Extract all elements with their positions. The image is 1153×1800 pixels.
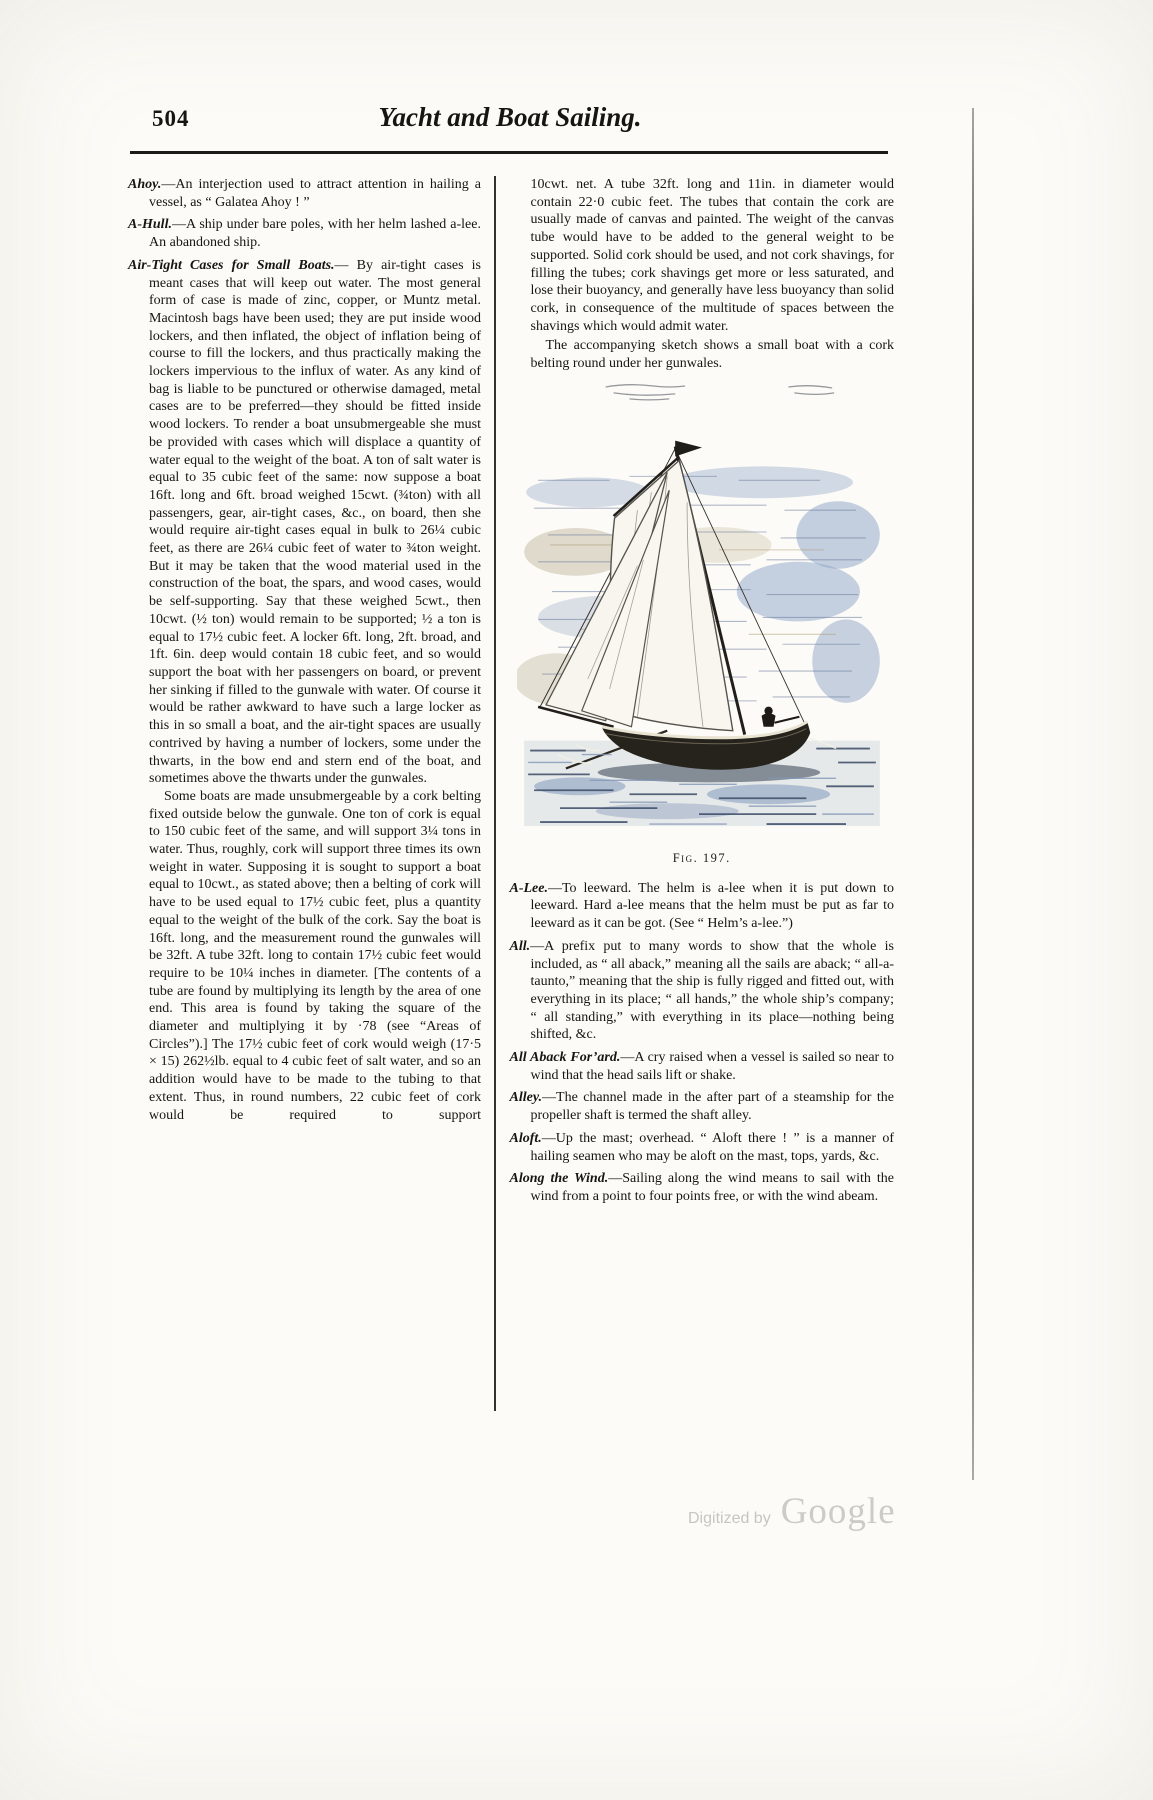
entry-text: —Up the mast; overhead. “ Aloft there ! ” is a manner of hailing seamen who may be aloft on the mast, tops, yards, &c. <box>530 1130 894 1164</box>
page-number: 504 <box>152 106 190 131</box>
entry-term: All. <box>509 938 531 954</box>
google-watermark <box>688 1490 896 1533</box>
glossary-entry-along-the-wind <box>510 1170 895 1205</box>
header-rule <box>130 151 888 154</box>
page-header <box>130 102 890 142</box>
scanned-page-edge <box>972 108 974 1480</box>
entry-term: Aloft. <box>509 1130 542 1146</box>
page-title: Yacht and Boat Sailing. <box>378 102 642 132</box>
entry-text: —Sailing along the wind means to sail with the wind from a point to four points free, or with the wind abeam. <box>530 1171 894 1204</box>
entry-text: —A prefix put to many words to show that the whole is included, as “ all aback,” meaning all the sails are aback; “ all-a-taunto,” meaning that the ship is fully rigged and fitted out, with everything in its place; “ all hands,” the whole ship’s company; “ all standing,” with everything in its place—nothing being shifted, &c. <box>530 938 894 1043</box>
text-columns <box>128 176 894 1411</box>
entry-paragraph: Some boats are made unsubmergeable by a cork belting fixed outside below the gunwale. One ton of cork is equal to 150 cubic feet of the same, and will support 3¼ tons in water. Thus, roughly, cork will support three times its own weight in water. Supposing it is sought to support a boat equal to 10cwt., as stated above; then a belting of cork will have to be used equal to 17½ cubic feet, plus a quantity equal to the weight of the bulk of the cork. Say the boat is 16ft. long, and the measurement round the gunwales will be 32ft. A tube 32ft. long to contain 17½ cubic feet would require to be 10¼ inches in diameter. [The contents of a tube are found by multiplying its length by the area of one end. This area is found by taking the square of the diameter and multiplying it by ·78 (see “Areas of Circles”).] The 17½ cubic feet of cork would weigh (17·5 × 15) 262½lb. equal to 4 cubic feet of salt water, and so an addition would have to be made to the tubing to that extent. Thus, in round numbers, 22 cubic feet of cork would be required to support <box>149 788 481 1123</box>
left-column <box>128 176 494 1411</box>
glossary-entry-alley <box>510 1089 895 1124</box>
figure-197 <box>510 381 895 866</box>
entry-text: —An interjection used to attract attention in hailing a vessel, as “ Galatea Ahoy ! ” <box>149 177 481 210</box>
entry-text: — By air-tight cases is meant cases that will keep out water. The most general form of case is made of zinc, copper, or Muntz metal. Macintosh bags have been used; they are put inside wood lockers, and then inflated, the object of inflation being of course to fill the lockers, and thus practically making the lockers impervious to the influx of water. As any kind of bag is liable to be punctured or otherwise damaged, metal cases are to be preferred—they should be fitted inside wood lockers. To render a boat unsubmergeable she must be provided with cases which will displace a quantity of water equal to the weight of the boat. A ton of salt water is equal to 35 cubic feet of the same: now suppose a boat 16ft. long and 6ft. broad weighed 15cwt. (¾ton) with all passengers, gear, air-tight cases, &c., on board, then she would require air-tight cases equal in bulk to 26¼ cubic feet, as there are 26¼ cubic feet of water to ¾ton weight. But it may be taken that the wood material used in the construction of the boat, the spars, and wood cases, would be self-supporting. Say that these weighed 5cwt., then 10cwt. (½ ton) would remain to be supported; ½ a ton is equal to 17½ cubic feet. A locker 6ft. long, 2ft. broad, and 1ft. 6in. deep would contain 18 cubic feet, and so would support the boat with her passengers on board, or prevent her sinking if filled to the gunwale with water. Of course it would be rather awkward to have such a large locker as this in so small a boat, and the air-tight spaces are usually contrived by having a number of lockers, some under the thwarts, in the bow end and stern end of the boat, and sometimes above the thwarts under the gunwales. <box>149 257 481 787</box>
entry-term: Air-Tight Cases for Small Boats. <box>128 257 335 273</box>
entry-text: —A ship under bare poles, with her helm lashed a-lee. An abandoned ship. <box>149 217 481 251</box>
entry-text: —The channel made in the after part of a steamship for the propeller shaft is termed the shaft alley. <box>530 1090 894 1124</box>
entry-term: All Aback For’ard. <box>509 1050 621 1066</box>
entry-term: Alley. <box>509 1090 543 1106</box>
entry-term: A-Hull. <box>128 217 172 233</box>
entry-term: A-Lee. <box>509 880 548 896</box>
glossary-entry-ahoy <box>128 176 481 211</box>
glossary-entry-aloft <box>510 1130 895 1165</box>
entry-term: Ahoy. <box>128 177 162 192</box>
entry-term: Along the Wind. <box>509 1171 609 1187</box>
right-column <box>496 176 895 1411</box>
glossary-entry-a-hull <box>128 216 481 251</box>
sailboat-illustration <box>517 381 887 833</box>
digitized-by-label: Digitized by <box>688 1510 771 1527</box>
figure-caption: Fig. 197. <box>672 850 731 865</box>
entry-text: —To leeward. The helm is a-lee when it is put down to leeward. Hard a-lee means that the helm must be put as far to leeward as it can be got. (See “ Helm’s a-lee.”) <box>530 880 894 932</box>
glossary-entry-a-lee <box>510 880 895 933</box>
entry-text: —A cry raised when a vessel is sailed so near to wind that the head sails lift or shake. <box>530 1050 894 1083</box>
continuation-paragraph: 10cwt. net. A tube 32ft. long and 11in. in diameter would contain 22·0 cubic feet. The tubes that contain the cork are usually made of canvas and painted. The weight of the canvas tube would have to be added to the general weight to be supported. Solid cork should be used, and not cork shavings, for filling the tubes; cork shavings get more or less saturated, and lose their buoyancy, and generally have less buoyancy than solid cork, in consequence of the multitude of spaces between the shavings which would admit water. <box>530 177 894 334</box>
glossary-entry-all-aback-forard <box>510 1049 895 1084</box>
sketch-intro-paragraph: The accompanying sketch shows a small boat with a cork belting round under her gunwales. <box>530 338 894 372</box>
glossary-entry-all <box>510 938 895 1044</box>
google-logo: Google <box>780 1491 896 1532</box>
glossary-entry-air-tight-cases <box>128 257 481 1124</box>
